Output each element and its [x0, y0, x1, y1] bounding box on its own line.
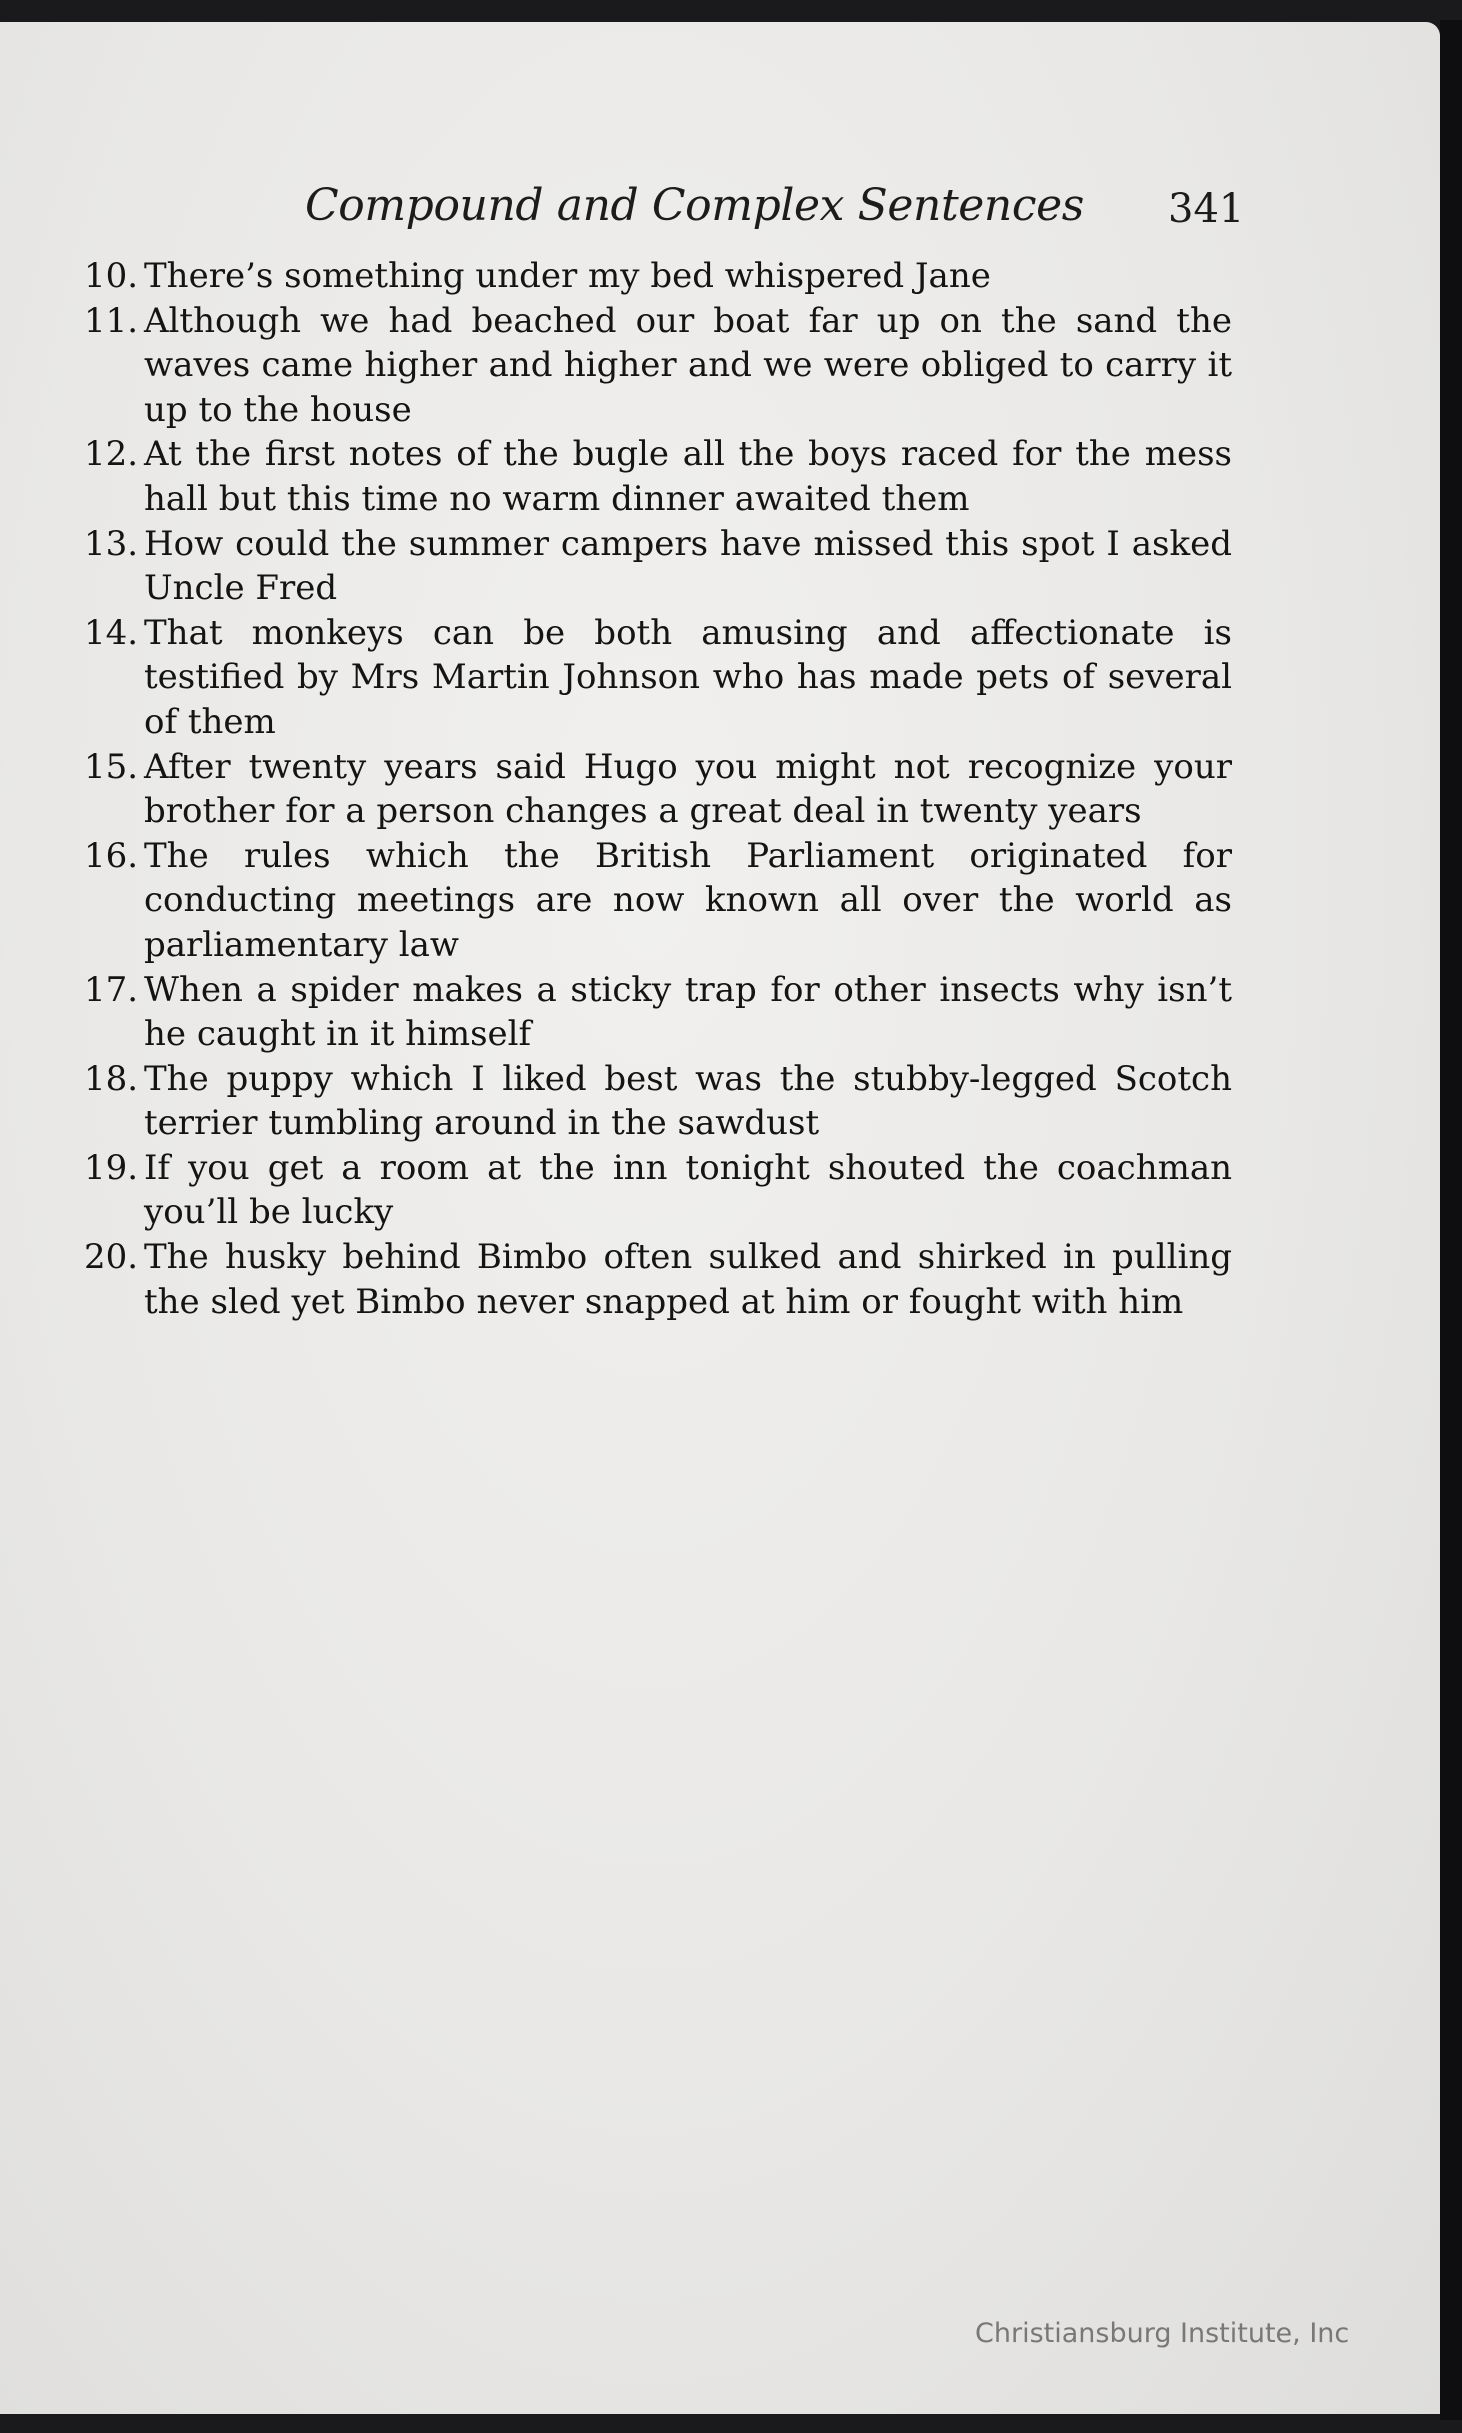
sentence-text: That monkeys can be both amusing and affectionate is testified by Mrs Martin Johnson who has made pets of several of them [144, 612, 1232, 742]
sentence-text: At the first notes of the bugle all the boys raced for the mess hall but this time no warm dinner awaited them [144, 434, 1232, 519]
sentence-number: 10. [84, 256, 139, 296]
book-spine-edge [1440, 20, 1462, 2420]
sentence-number: 16. [84, 835, 139, 876]
sentence-number: 11. [84, 300, 139, 341]
sentence-number: 13. [84, 523, 139, 564]
watermark-text: Christiansburg Institute, Inc [975, 2318, 1350, 2349]
sentence-item [84, 834, 1232, 968]
exercise-sentence-list [84, 254, 1232, 1324]
sentence-text: The husky behind Bimbo often sulked and shirked in pulling the sled yet Bimbo never snapped at him or fought with him [144, 1237, 1232, 1322]
sentence-item [84, 432, 1232, 521]
sentence-item [84, 1235, 1232, 1324]
sentence-item [84, 611, 1232, 745]
sentence-number: 14. [84, 612, 139, 653]
sentence-text: The puppy which I liked best was the stubby-legged Scotch terrier tumbling around in the sawdust [144, 1058, 1232, 1144]
sentence-item [84, 522, 1232, 611]
sentence-text: There’s something under my bed whispered Jane [144, 256, 991, 296]
sentence-number: 20. [84, 1237, 139, 1278]
sentence-number: 19. [84, 1147, 139, 1188]
page-number: 341 [1168, 186, 1245, 232]
sentence-text: If you get a room at the inn tonight shouted the coachman you’ll be lucky [144, 1147, 1232, 1233]
sentence-number: 12. [84, 434, 139, 475]
sentence-number: 17. [84, 969, 139, 1010]
sentence-text: When a spider makes a sticky trap for other insects why isn’t he caught in it himself [144, 969, 1232, 1055]
book-page [0, 22, 1440, 2414]
sentence-item [84, 745, 1232, 834]
sentence-number: 15. [84, 746, 139, 787]
sentence-item [84, 254, 1232, 299]
sentence-item [84, 299, 1232, 433]
sentence-text: Although we had beached our boat far up on the sand the waves came higher and higher and we were obliged to carry it up to the house [144, 300, 1232, 430]
sentence-text: How could the summer campers have missed this spot I asked Uncle Fred [144, 523, 1232, 609]
sentence-item [84, 1146, 1232, 1235]
page-header [0, 162, 1440, 232]
sentence-item [84, 968, 1232, 1057]
sentence-number: 18. [84, 1058, 139, 1099]
sentence-item [84, 1057, 1232, 1146]
sentence-text: The rules which the British Parliament originated for conducting meetings are now known all over the world as parliamentary law [144, 835, 1232, 965]
running-title: Compound and Complex Sentences [305, 180, 1084, 231]
sentence-text: After twenty years said Hugo you might not recognize your brother for a person changes a great deal in twenty years [144, 746, 1232, 832]
